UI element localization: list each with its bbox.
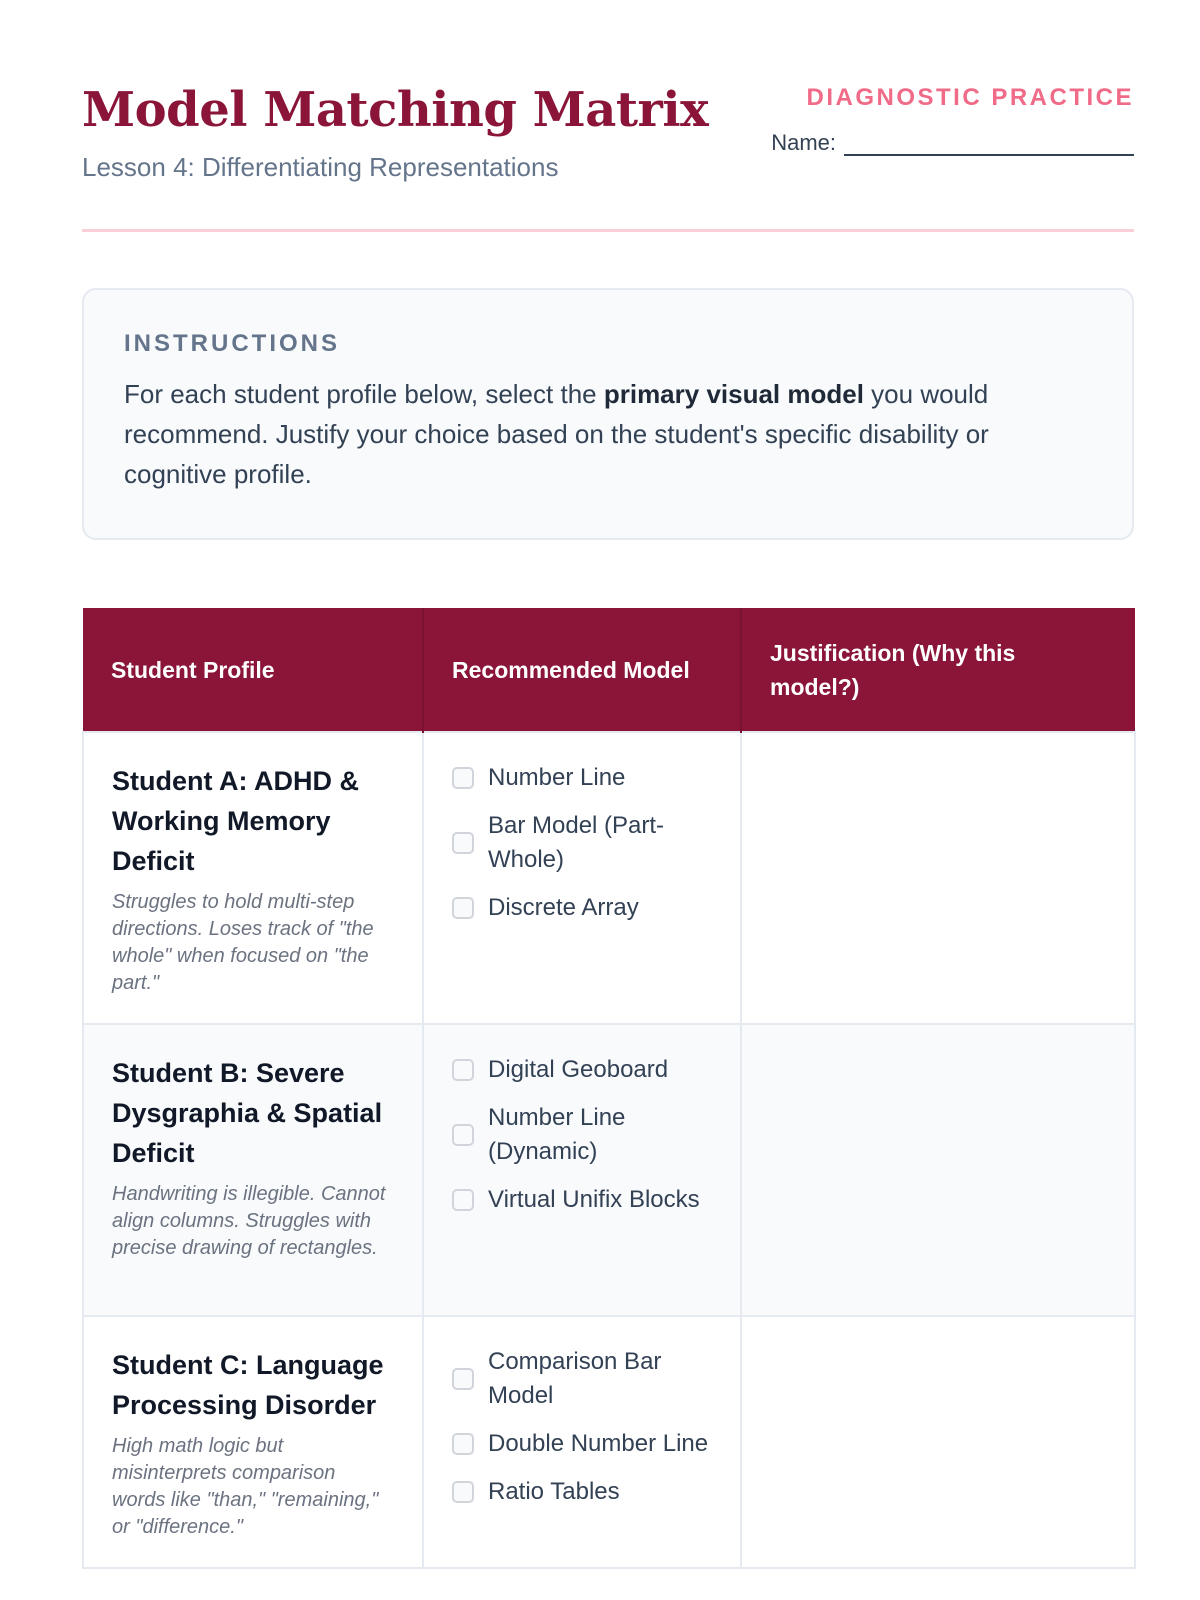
table-row	[83, 1024, 1135, 1316]
option-label: Digital Geoboard	[488, 1056, 669, 1083]
model-options-cell	[423, 1316, 741, 1568]
practice-tag: DIAGNOSTIC PRACTICE	[806, 84, 1134, 111]
checkbox[interactable]	[452, 1189, 474, 1211]
student-profile-cell	[83, 1024, 423, 1316]
model-option[interactable]	[452, 1427, 712, 1461]
model-option[interactable]	[452, 809, 712, 877]
name-field	[771, 130, 1134, 156]
checkbox[interactable]	[452, 1124, 474, 1146]
page-title: Model Matching Matrix	[82, 82, 709, 138]
instructions-box	[82, 288, 1134, 540]
model-option[interactable]	[452, 761, 712, 795]
checkbox[interactable]	[452, 832, 474, 854]
justification-cell[interactable]	[741, 732, 1135, 1024]
model-option[interactable]	[452, 1053, 712, 1087]
model-options-cell	[423, 1024, 741, 1316]
column-header-profile: Student Profile	[83, 608, 423, 732]
checkbox[interactable]	[452, 767, 474, 789]
option-label: Virtual Unifix Blocks	[488, 1186, 700, 1213]
table-header-row	[83, 608, 1135, 732]
worksheet-page	[82, 0, 1134, 1538]
model-matching-table	[82, 608, 1136, 1569]
instructions-text-emphasis: primary visual model	[603, 379, 864, 409]
column-header-model: Recommended Model	[423, 608, 741, 732]
worksheet-header	[82, 0, 1134, 232]
model-option-list	[452, 1053, 712, 1217]
option-label: Double Number Line	[488, 1430, 709, 1457]
option-label: Number Line (Dynamic)	[488, 1104, 626, 1165]
student-name: Student C: Language Processing Disorder	[112, 1350, 384, 1420]
checkbox[interactable]	[452, 1059, 474, 1081]
model-option-list	[452, 1345, 712, 1509]
option-label: Number Line	[488, 764, 626, 791]
justification-cell[interactable]	[741, 1024, 1135, 1316]
instructions-text-part: you would recommend. Justify your choice based on the student's specific disability or cognitive profile.	[124, 379, 989, 489]
name-input-line[interactable]	[844, 132, 1134, 156]
student-profile-cell	[83, 1316, 423, 1568]
table-row	[83, 732, 1135, 1024]
name-label: Name:	[771, 130, 836, 155]
student-name: Student A: ADHD & Working Memory Deficit	[112, 766, 359, 876]
checkbox[interactable]	[452, 1368, 474, 1390]
table-row	[83, 1316, 1135, 1568]
justification-cell[interactable]	[741, 1316, 1135, 1568]
instructions-text	[124, 374, 1092, 494]
checkbox[interactable]	[452, 1481, 474, 1503]
model-option[interactable]	[452, 891, 712, 925]
column-header-justification: Justification (Why this model?)	[741, 608, 1135, 732]
model-option[interactable]	[452, 1475, 712, 1509]
option-label: Bar Model (Part-Whole)	[488, 812, 665, 873]
model-option-list	[452, 761, 712, 925]
model-option[interactable]	[452, 1183, 712, 1217]
checkbox[interactable]	[452, 1433, 474, 1455]
instructions-text-part: For each student profile below, select the	[124, 379, 604, 409]
option-label: Comparison Bar Model	[488, 1348, 662, 1409]
model-option[interactable]	[452, 1345, 712, 1413]
student-description: Handwriting is illegible. Cannot align columns. Struggles with precise drawing of rectangles.	[112, 1183, 386, 1259]
model-options-cell	[423, 732, 741, 1024]
page-subtitle: Lesson 4: Differentiating Representations	[82, 152, 559, 182]
model-option[interactable]	[452, 1101, 712, 1169]
option-label: Discrete Array	[488, 894, 639, 921]
checkbox[interactable]	[452, 897, 474, 919]
instructions-label: INSTRUCTIONS	[124, 330, 340, 357]
student-description: High math logic but misinterprets comparison words like "than," "remaining," or "difference."	[112, 1435, 379, 1538]
option-label: Ratio Tables	[488, 1478, 620, 1505]
student-profile-cell	[83, 732, 423, 1024]
student-name: Student B: Severe Dysgraphia & Spatial Deficit	[112, 1058, 383, 1168]
student-description: Struggles to hold multi-step directions. Loses track of "the whole" when focused on "the part."	[112, 891, 374, 994]
